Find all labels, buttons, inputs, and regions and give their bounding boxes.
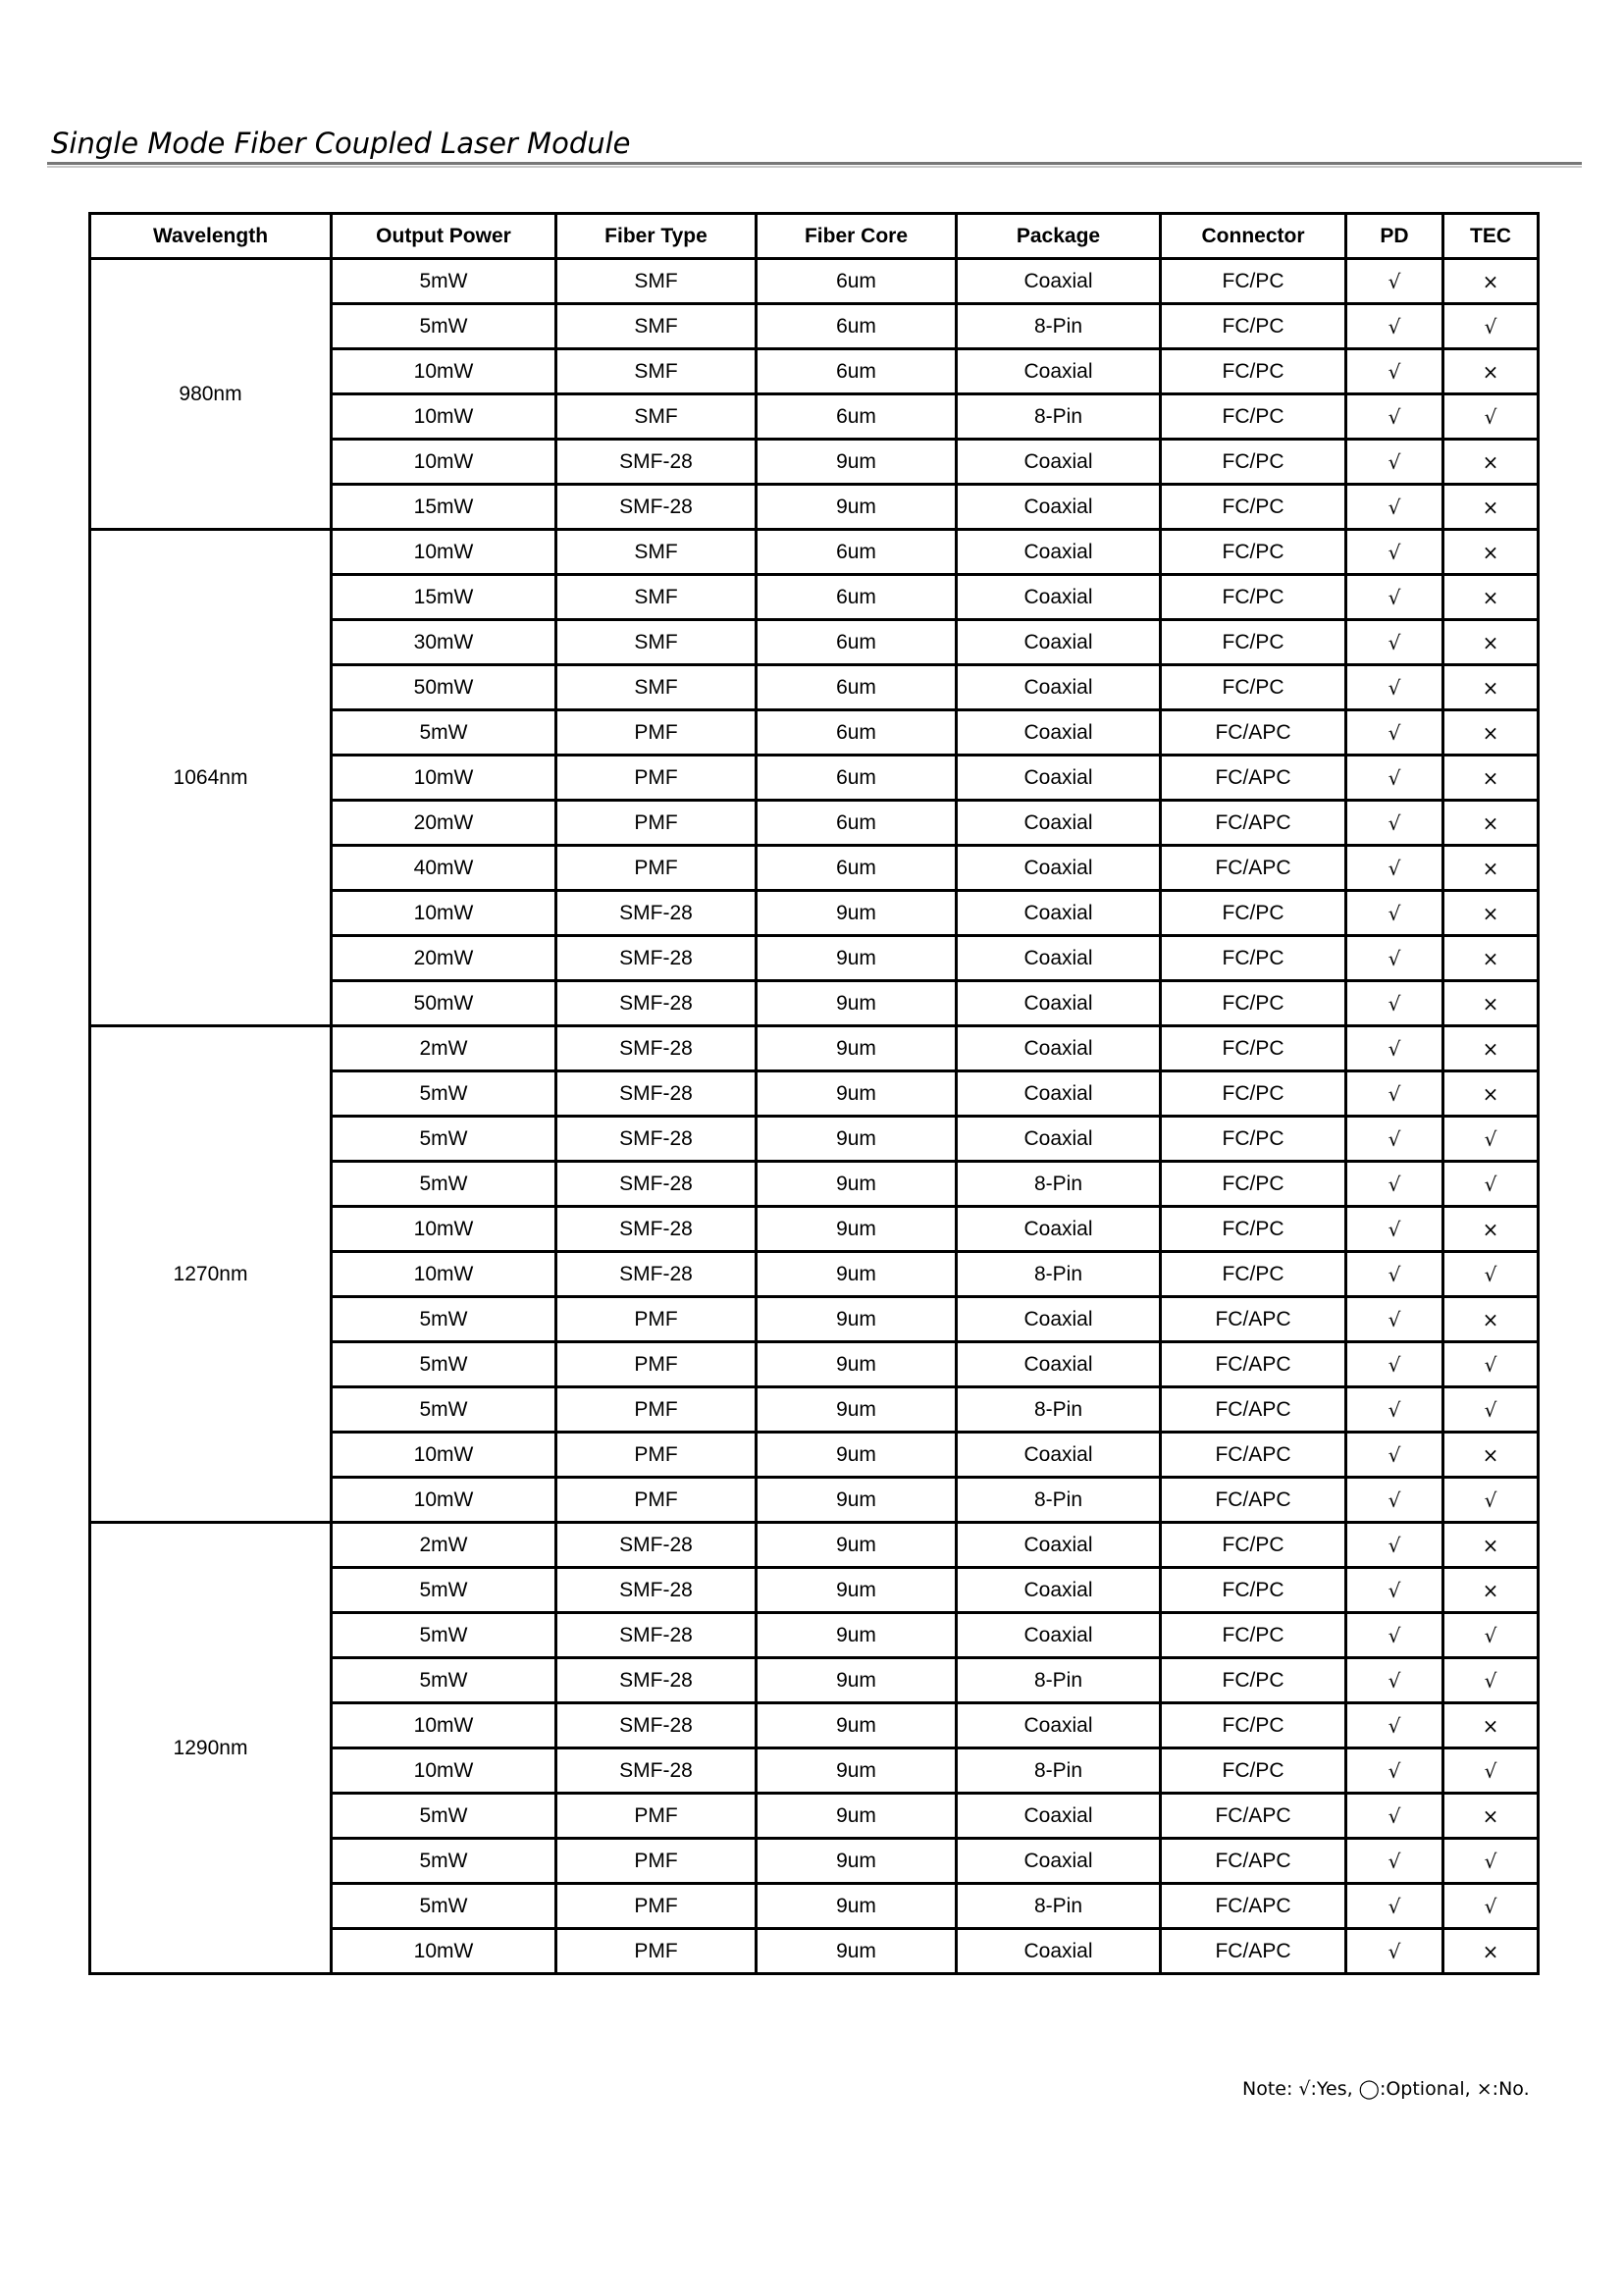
- legend-note: Note: √:Yes, ◯:Optional, ×:No.: [1242, 2078, 1530, 2100]
- connector-cell: FC/APC: [1161, 1929, 1346, 1974]
- package-cell: 8-Pin: [957, 1478, 1161, 1523]
- tec-cell: ×: [1443, 981, 1539, 1026]
- connector-cell: FC/APC: [1161, 801, 1346, 846]
- fiber-type-cell: SMF-28: [556, 891, 757, 936]
- fiber-type-cell: SMF-28: [556, 981, 757, 1026]
- tec-cell: ×: [1443, 259, 1539, 304]
- pd-cell: √: [1346, 440, 1443, 485]
- tec-cell: ×: [1443, 891, 1539, 936]
- package-cell: Coaxial: [957, 620, 1161, 665]
- tec-cell: ×: [1443, 1433, 1539, 1478]
- package-cell: Coaxial: [957, 756, 1161, 801]
- pd-cell: √: [1346, 1523, 1443, 1568]
- pd-cell: √: [1346, 891, 1443, 936]
- fiber-core-cell: 9um: [757, 1162, 957, 1207]
- tec-cell: ×: [1443, 1026, 1539, 1071]
- pd-cell: √: [1346, 1342, 1443, 1387]
- package-cell: 8-Pin: [957, 1252, 1161, 1297]
- connector-cell: FC/PC: [1161, 440, 1346, 485]
- output-power-cell: 10mW: [332, 530, 556, 575]
- output-power-cell: 10mW: [332, 756, 556, 801]
- pd-cell: √: [1346, 801, 1443, 846]
- tec-cell: √: [1443, 304, 1539, 349]
- tec-cell: √: [1443, 1884, 1539, 1929]
- fiber-core-cell: 9um: [757, 891, 957, 936]
- package-cell: Coaxial: [957, 801, 1161, 846]
- pd-cell: √: [1346, 259, 1443, 304]
- output-power-cell: 10mW: [332, 1748, 556, 1794]
- fiber-type-cell: PMF: [556, 1884, 757, 1929]
- fiber-core-cell: 6um: [757, 530, 957, 575]
- fiber-core-cell: 9um: [757, 1658, 957, 1703]
- connector-cell: FC/PC: [1161, 485, 1346, 530]
- output-power-cell: 5mW: [332, 1297, 556, 1342]
- pd-cell: √: [1346, 1252, 1443, 1297]
- connector-cell: FC/PC: [1161, 575, 1346, 620]
- output-power-cell: 5mW: [332, 710, 556, 756]
- pd-cell: √: [1346, 1748, 1443, 1794]
- header-fiber-core: Fiber Core: [757, 214, 957, 259]
- fiber-core-cell: 6um: [757, 756, 957, 801]
- fiber-core-cell: 9um: [757, 1568, 957, 1613]
- package-cell: 8-Pin: [957, 1162, 1161, 1207]
- connector-cell: FC/PC: [1161, 620, 1346, 665]
- output-power-cell: 5mW: [332, 1839, 556, 1884]
- output-power-cell: 10mW: [332, 1433, 556, 1478]
- fiber-core-cell: 9um: [757, 1613, 957, 1658]
- tec-cell: ×: [1443, 440, 1539, 485]
- package-cell: 8-Pin: [957, 1658, 1161, 1703]
- title-underline: [47, 162, 1582, 165]
- tec-cell: √: [1443, 1839, 1539, 1884]
- fiber-core-cell: 9um: [757, 1703, 957, 1748]
- output-power-cell: 5mW: [332, 1342, 556, 1387]
- fiber-type-cell: SMF-28: [556, 1568, 757, 1613]
- fiber-type-cell: PMF: [556, 756, 757, 801]
- fiber-type-cell: SMF: [556, 394, 757, 440]
- package-cell: 8-Pin: [957, 1748, 1161, 1794]
- fiber-core-cell: 9um: [757, 1794, 957, 1839]
- tec-cell: √: [1443, 1117, 1539, 1162]
- tec-cell: ×: [1443, 936, 1539, 981]
- fiber-type-cell: SMF: [556, 349, 757, 394]
- connector-cell: FC/PC: [1161, 1703, 1346, 1748]
- output-power-cell: 10mW: [332, 1929, 556, 1974]
- fiber-core-cell: 9um: [757, 1387, 957, 1433]
- wavelength-cell: 1064nm: [90, 530, 332, 1026]
- connector-cell: FC/PC: [1161, 530, 1346, 575]
- tec-cell: ×: [1443, 710, 1539, 756]
- package-cell: Coaxial: [957, 530, 1161, 575]
- tec-cell: ×: [1443, 665, 1539, 710]
- output-power-cell: 5mW: [332, 1658, 556, 1703]
- fiber-type-cell: PMF: [556, 846, 757, 891]
- package-cell: Coaxial: [957, 710, 1161, 756]
- fiber-type-cell: SMF-28: [556, 936, 757, 981]
- output-power-cell: 10mW: [332, 1703, 556, 1748]
- output-power-cell: 10mW: [332, 440, 556, 485]
- pd-cell: √: [1346, 1207, 1443, 1252]
- fiber-core-cell: 6um: [757, 394, 957, 440]
- fiber-type-cell: SMF-28: [556, 440, 757, 485]
- tec-cell: ×: [1443, 1297, 1539, 1342]
- tec-cell: √: [1443, 1658, 1539, 1703]
- page-title: Single Mode Fiber Coupled Laser Module: [51, 127, 631, 160]
- connector-cell: FC/PC: [1161, 891, 1346, 936]
- output-power-cell: 10mW: [332, 1252, 556, 1297]
- fiber-core-cell: 6um: [757, 665, 957, 710]
- pd-cell: √: [1346, 1387, 1443, 1433]
- output-power-cell: 50mW: [332, 665, 556, 710]
- fiber-core-cell: 9um: [757, 1342, 957, 1387]
- package-cell: Coaxial: [957, 1207, 1161, 1252]
- connector-cell: FC/PC: [1161, 1658, 1346, 1703]
- table-row: [90, 1026, 1539, 1071]
- fiber-core-cell: 6um: [757, 304, 957, 349]
- pd-cell: √: [1346, 710, 1443, 756]
- connector-cell: FC/PC: [1161, 259, 1346, 304]
- package-cell: Coaxial: [957, 440, 1161, 485]
- connector-cell: FC/APC: [1161, 710, 1346, 756]
- output-power-cell: 15mW: [332, 575, 556, 620]
- pd-cell: √: [1346, 846, 1443, 891]
- tec-cell: √: [1443, 1387, 1539, 1433]
- fiber-type-cell: SMF-28: [556, 1658, 757, 1703]
- connector-cell: FC/APC: [1161, 1387, 1346, 1433]
- fiber-core-cell: 9um: [757, 936, 957, 981]
- connector-cell: FC/PC: [1161, 665, 1346, 710]
- pd-cell: √: [1346, 665, 1443, 710]
- fiber-core-cell: 9um: [757, 1071, 957, 1117]
- package-cell: Coaxial: [957, 1929, 1161, 1974]
- package-cell: Coaxial: [957, 665, 1161, 710]
- connector-cell: FC/PC: [1161, 1117, 1346, 1162]
- package-cell: Coaxial: [957, 1071, 1161, 1117]
- package-cell: Coaxial: [957, 575, 1161, 620]
- pd-cell: √: [1346, 1568, 1443, 1613]
- fiber-type-cell: SMF-28: [556, 1162, 757, 1207]
- fiber-core-cell: 6um: [757, 575, 957, 620]
- pd-cell: √: [1346, 1839, 1443, 1884]
- fiber-core-cell: 9um: [757, 1884, 957, 1929]
- fiber-core-cell: 9um: [757, 1252, 957, 1297]
- tec-cell: √: [1443, 1613, 1539, 1658]
- package-cell: Coaxial: [957, 981, 1161, 1026]
- header-package: Package: [957, 214, 1161, 259]
- header-pd: PD: [1346, 214, 1443, 259]
- connector-cell: FC/PC: [1161, 981, 1346, 1026]
- header-fiber-type: Fiber Type: [556, 214, 757, 259]
- tec-cell: ×: [1443, 846, 1539, 891]
- pd-cell: √: [1346, 1929, 1443, 1974]
- fiber-core-cell: 9um: [757, 1748, 957, 1794]
- fiber-core-cell: 6um: [757, 846, 957, 891]
- connector-cell: FC/APC: [1161, 1884, 1346, 1929]
- pd-cell: √: [1346, 1026, 1443, 1071]
- connector-cell: FC/APC: [1161, 1839, 1346, 1884]
- fiber-core-cell: 9um: [757, 1026, 957, 1071]
- output-power-cell: 5mW: [332, 1613, 556, 1658]
- output-power-cell: 10mW: [332, 349, 556, 394]
- pd-cell: √: [1346, 756, 1443, 801]
- pd-cell: √: [1346, 349, 1443, 394]
- connector-cell: FC/APC: [1161, 1794, 1346, 1839]
- fiber-core-cell: 6um: [757, 620, 957, 665]
- tec-cell: ×: [1443, 1929, 1539, 1974]
- tec-cell: ×: [1443, 756, 1539, 801]
- package-cell: 8-Pin: [957, 394, 1161, 440]
- fiber-type-cell: SMF: [556, 259, 757, 304]
- tec-cell: ×: [1443, 620, 1539, 665]
- connector-cell: FC/PC: [1161, 1207, 1346, 1252]
- pd-cell: √: [1346, 1613, 1443, 1658]
- tec-cell: ×: [1443, 530, 1539, 575]
- fiber-core-cell: 9um: [757, 1478, 957, 1523]
- fiber-type-cell: PMF: [556, 1433, 757, 1478]
- fiber-type-cell: SMF-28: [556, 1703, 757, 1748]
- package-cell: 8-Pin: [957, 1884, 1161, 1929]
- fiber-type-cell: SMF-28: [556, 1026, 757, 1071]
- fiber-type-cell: SMF: [556, 304, 757, 349]
- connector-cell: FC/PC: [1161, 1071, 1346, 1117]
- fiber-type-cell: PMF: [556, 1929, 757, 1974]
- package-cell: Coaxial: [957, 485, 1161, 530]
- fiber-core-cell: 9um: [757, 1433, 957, 1478]
- tec-cell: ×: [1443, 1703, 1539, 1748]
- fiber-core-cell: 9um: [757, 1929, 957, 1974]
- fiber-type-cell: PMF: [556, 801, 757, 846]
- fiber-core-cell: 6um: [757, 259, 957, 304]
- output-power-cell: 30mW: [332, 620, 556, 665]
- tec-cell: √: [1443, 1748, 1539, 1794]
- fiber-type-cell: SMF-28: [556, 1748, 757, 1794]
- wavelength-cell: 980nm: [90, 259, 332, 530]
- output-power-cell: 5mW: [332, 1117, 556, 1162]
- package-cell: Coaxial: [957, 1523, 1161, 1568]
- output-power-cell: 5mW: [332, 259, 556, 304]
- fiber-type-cell: SMF: [556, 575, 757, 620]
- pd-cell: √: [1346, 394, 1443, 440]
- output-power-cell: 5mW: [332, 1884, 556, 1929]
- header-connector: Connector: [1161, 214, 1346, 259]
- tec-cell: √: [1443, 394, 1539, 440]
- connector-cell: FC/APC: [1161, 1297, 1346, 1342]
- fiber-core-cell: 9um: [757, 1839, 957, 1884]
- output-power-cell: 10mW: [332, 394, 556, 440]
- pd-cell: √: [1346, 1162, 1443, 1207]
- connector-cell: FC/PC: [1161, 349, 1346, 394]
- pd-cell: √: [1346, 1703, 1443, 1748]
- pd-cell: √: [1346, 1433, 1443, 1478]
- tec-cell: ×: [1443, 485, 1539, 530]
- package-cell: Coaxial: [957, 936, 1161, 981]
- fiber-type-cell: SMF-28: [556, 1252, 757, 1297]
- pd-cell: √: [1346, 304, 1443, 349]
- pd-cell: √: [1346, 620, 1443, 665]
- fiber-core-cell: 9um: [757, 981, 957, 1026]
- fiber-type-cell: PMF: [556, 1839, 757, 1884]
- fiber-type-cell: PMF: [556, 1794, 757, 1839]
- pd-cell: √: [1346, 936, 1443, 981]
- fiber-core-cell: 6um: [757, 801, 957, 846]
- tec-cell: ×: [1443, 1071, 1539, 1117]
- fiber-core-cell: 9um: [757, 1117, 957, 1162]
- connector-cell: FC/PC: [1161, 1613, 1346, 1658]
- connector-cell: FC/PC: [1161, 1252, 1346, 1297]
- output-power-cell: 2mW: [332, 1026, 556, 1071]
- output-power-cell: 5mW: [332, 1162, 556, 1207]
- output-power-cell: 10mW: [332, 1207, 556, 1252]
- fiber-type-cell: SMF: [556, 620, 757, 665]
- fiber-core-cell: 9um: [757, 485, 957, 530]
- tec-cell: ×: [1443, 575, 1539, 620]
- fiber-core-cell: 6um: [757, 710, 957, 756]
- header-output-power: Output Power: [332, 214, 556, 259]
- pd-cell: √: [1346, 575, 1443, 620]
- table-row: [90, 1523, 1539, 1568]
- package-cell: Coaxial: [957, 891, 1161, 936]
- tec-cell: ×: [1443, 1207, 1539, 1252]
- package-cell: Coaxial: [957, 1839, 1161, 1884]
- connector-cell: FC/APC: [1161, 1342, 1346, 1387]
- connector-cell: FC/PC: [1161, 1026, 1346, 1071]
- header-tec: TEC: [1443, 214, 1539, 259]
- fiber-type-cell: SMF-28: [556, 1613, 757, 1658]
- fiber-type-cell: SMF-28: [556, 1207, 757, 1252]
- laser-module-table: [88, 212, 1540, 1975]
- package-cell: Coaxial: [957, 1794, 1161, 1839]
- package-cell: Coaxial: [957, 1026, 1161, 1071]
- pd-cell: √: [1346, 1297, 1443, 1342]
- fiber-type-cell: SMF-28: [556, 1523, 757, 1568]
- pd-cell: √: [1346, 1117, 1443, 1162]
- output-power-cell: 5mW: [332, 1794, 556, 1839]
- pd-cell: √: [1346, 1884, 1443, 1929]
- package-cell: Coaxial: [957, 1433, 1161, 1478]
- table-row: [90, 530, 1539, 575]
- fiber-type-cell: PMF: [556, 1297, 757, 1342]
- connector-cell: FC/PC: [1161, 1162, 1346, 1207]
- fiber-type-cell: SMF: [556, 530, 757, 575]
- tec-cell: ×: [1443, 801, 1539, 846]
- wavelength-cell: 1290nm: [90, 1523, 332, 1974]
- pd-cell: √: [1346, 1071, 1443, 1117]
- package-cell: Coaxial: [957, 1117, 1161, 1162]
- package-cell: 8-Pin: [957, 304, 1161, 349]
- tec-cell: √: [1443, 1478, 1539, 1523]
- tec-cell: √: [1443, 1342, 1539, 1387]
- connector-cell: FC/APC: [1161, 1433, 1346, 1478]
- package-cell: Coaxial: [957, 349, 1161, 394]
- fiber-type-cell: PMF: [556, 1387, 757, 1433]
- connector-cell: FC/PC: [1161, 1748, 1346, 1794]
- pd-cell: √: [1346, 1794, 1443, 1839]
- fiber-type-cell: SMF-28: [556, 1071, 757, 1117]
- connector-cell: FC/APC: [1161, 1478, 1346, 1523]
- connector-cell: FC/APC: [1161, 756, 1346, 801]
- connector-cell: FC/PC: [1161, 1523, 1346, 1568]
- header-wavelength: Wavelength: [90, 214, 332, 259]
- title-underline-shadow: [47, 166, 1582, 168]
- output-power-cell: 5mW: [332, 1568, 556, 1613]
- connector-cell: FC/APC: [1161, 846, 1346, 891]
- pd-cell: √: [1346, 1478, 1443, 1523]
- pd-cell: √: [1346, 530, 1443, 575]
- output-power-cell: 10mW: [332, 1478, 556, 1523]
- connector-cell: FC/PC: [1161, 936, 1346, 981]
- package-cell: Coaxial: [957, 1703, 1161, 1748]
- output-power-cell: 5mW: [332, 1071, 556, 1117]
- output-power-cell: 20mW: [332, 801, 556, 846]
- fiber-core-cell: 9um: [757, 440, 957, 485]
- pd-cell: √: [1346, 1658, 1443, 1703]
- tec-cell: √: [1443, 1162, 1539, 1207]
- output-power-cell: 5mW: [332, 304, 556, 349]
- package-cell: Coaxial: [957, 1568, 1161, 1613]
- output-power-cell: 50mW: [332, 981, 556, 1026]
- connector-cell: FC/PC: [1161, 304, 1346, 349]
- fiber-type-cell: SMF: [556, 665, 757, 710]
- output-power-cell: 20mW: [332, 936, 556, 981]
- fiber-core-cell: 9um: [757, 1297, 957, 1342]
- output-power-cell: 5mW: [332, 1387, 556, 1433]
- fiber-type-cell: PMF: [556, 1478, 757, 1523]
- output-power-cell: 2mW: [332, 1523, 556, 1568]
- tec-cell: ×: [1443, 1794, 1539, 1839]
- wavelength-cell: 1270nm: [90, 1026, 332, 1523]
- fiber-core-cell: 9um: [757, 1207, 957, 1252]
- output-power-cell: 15mW: [332, 485, 556, 530]
- tec-cell: ×: [1443, 1568, 1539, 1613]
- connector-cell: FC/PC: [1161, 1568, 1346, 1613]
- fiber-type-cell: PMF: [556, 710, 757, 756]
- package-cell: Coaxial: [957, 1297, 1161, 1342]
- fiber-type-cell: SMF-28: [556, 485, 757, 530]
- package-cell: Coaxial: [957, 259, 1161, 304]
- fiber-type-cell: SMF-28: [556, 1117, 757, 1162]
- package-cell: Coaxial: [957, 846, 1161, 891]
- package-cell: Coaxial: [957, 1342, 1161, 1387]
- fiber-core-cell: 9um: [757, 1523, 957, 1568]
- output-power-cell: 40mW: [332, 846, 556, 891]
- package-cell: Coaxial: [957, 1613, 1161, 1658]
- output-power-cell: 10mW: [332, 891, 556, 936]
- table-body: [90, 259, 1539, 1974]
- tec-cell: ×: [1443, 349, 1539, 394]
- fiber-type-cell: PMF: [556, 1342, 757, 1387]
- table-row: [90, 259, 1539, 304]
- tec-cell: √: [1443, 1252, 1539, 1297]
- connector-cell: FC/PC: [1161, 394, 1346, 440]
- fiber-core-cell: 6um: [757, 349, 957, 394]
- table-header-row: [90, 214, 1539, 259]
- package-cell: 8-Pin: [957, 1387, 1161, 1433]
- tec-cell: ×: [1443, 1523, 1539, 1568]
- pd-cell: √: [1346, 981, 1443, 1026]
- pd-cell: √: [1346, 485, 1443, 530]
